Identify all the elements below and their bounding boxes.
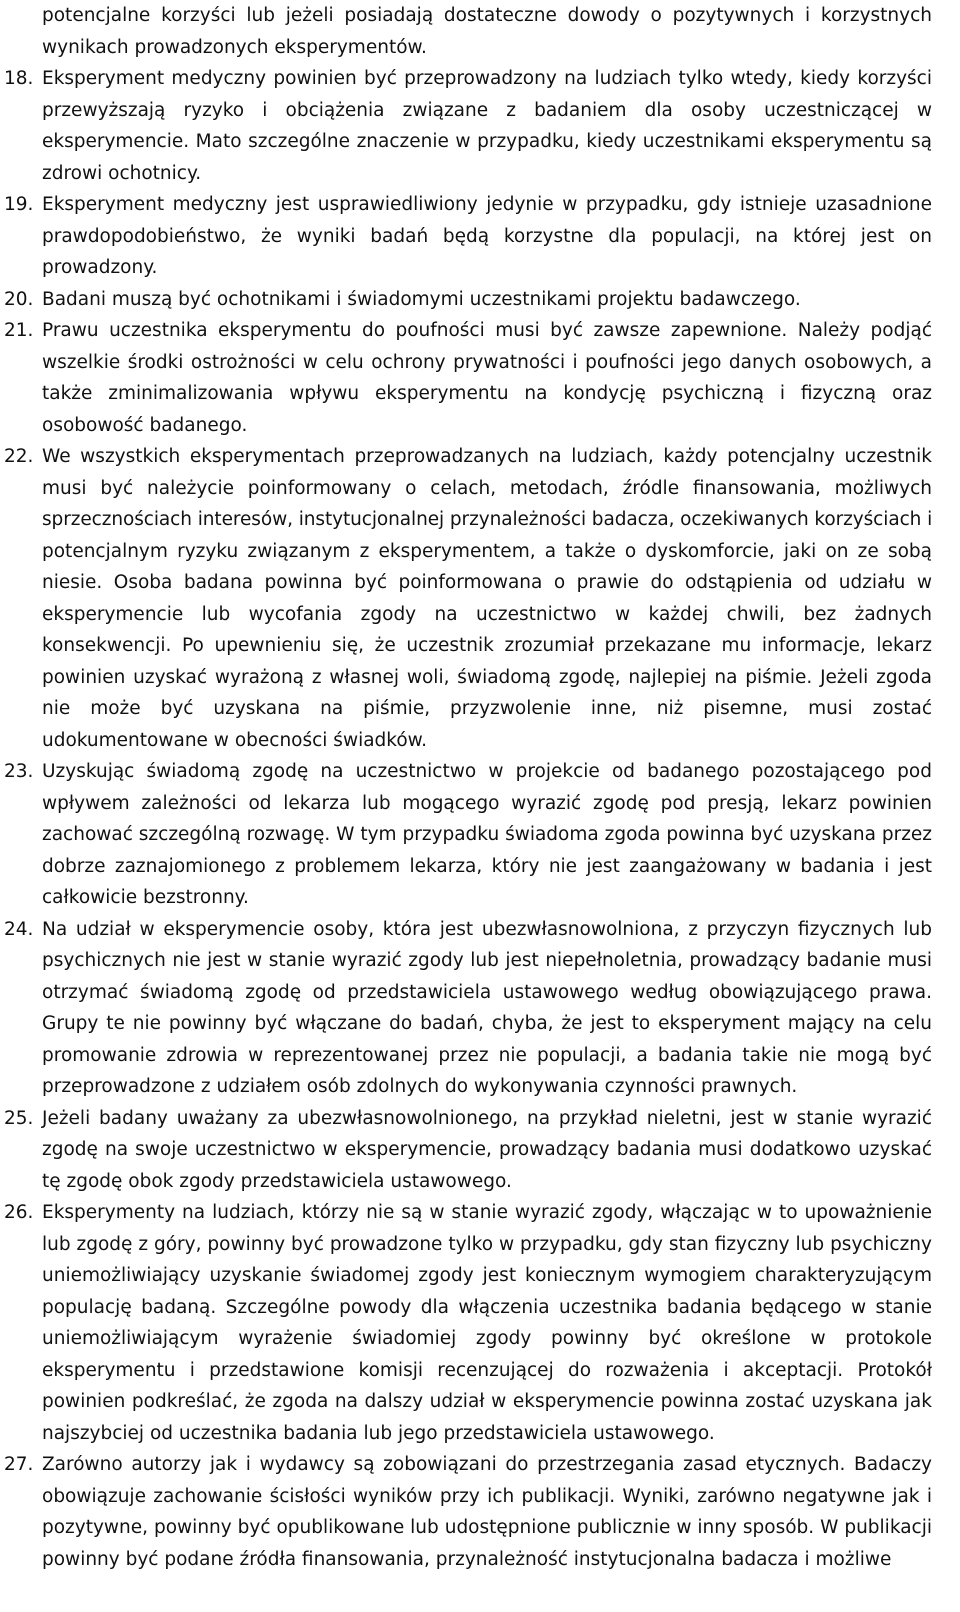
paragraph-number: 27.	[4, 1454, 34, 1475]
paragraph-number: 21.	[4, 320, 34, 341]
paragraph-line: pozytywne, powinny być opublikowane lub udostępnione publicznie w inny sposób. W publikacji	[42, 1517, 932, 1538]
paragraph-line: przeprowadzone z udziałem osób zdolnych do wykonywania czynności prawnych.	[42, 1076, 798, 1097]
paragraph-line: eksperymencie lub wycofania zgody na uczestnictwo w każdej chwili, bez żadnych	[42, 603, 932, 625]
paragraph-line: także zminimalizowania wpływu eksperymentu na kondycję psychiczną i fizyczną oraz	[42, 383, 932, 404]
paragraph-line: populację badaną. Szczególne powody dla włączenia uczestnika badania będącego w stanie	[42, 1296, 932, 1318]
paragraph-line: otrzymać świadomą zgodę od przedstawiciela ustawowego według obowiązującego prawa.	[42, 981, 932, 1003]
paragraph-line: niesie. Osoba badana powinna być poinformowana o prawie do odstąpienia od udziału w	[42, 572, 932, 593]
paragraph-line: potencjalne korzyści lub jeżeli posiadają dostateczne dowody o pozytywnych i korzystnych	[42, 5, 932, 26]
paragraph-line: najszybciej od uczestnika badania lub jego przedstawiciela ustawowego.	[42, 1422, 715, 1444]
paragraph-line: Na udział w eksperymencie osoby, która jest ubezwłasnowolniona, z przyczyn fizycznych lub	[42, 918, 932, 940]
paragraph-line: powinien podkreślać, że zgoda na dalszy udział w eksperymencie powinna zostać uzyskana jak	[42, 1391, 932, 1412]
paragraph-line: wpływem zależności od lekarza lub mogącego wyrazić zgodę pod presją, lekarz powinien	[42, 792, 932, 814]
paragraph-line: psychicznych nie jest w stanie wyrazić zgody lub jest niepełnoletnia, prowadzący badanie musi	[42, 950, 932, 971]
paragraph-line: sprzecznościach interesów, instytucjonalnej przynależności badacza, oczekiwanych korzyściach i	[42, 509, 933, 530]
paragraph-line: We wszystkich eksperymentach przeprowadzanych na ludziach, każdy potencjalny uczestnik	[42, 446, 932, 467]
paragraph-line: prowadzony.	[42, 257, 158, 278]
paragraph-line: całkowicie bezstronny.	[42, 887, 249, 908]
paragraph-line: Eksperymenty na ludziach, którzy nie są w stanie wyrazić zgody, włączając w to upoważnienie	[42, 1202, 932, 1223]
paragraph-line: udokumentowane w obecności świadków.	[42, 729, 427, 751]
paragraph-line: zdrowi ochotnicy.	[42, 162, 202, 184]
paragraph-line: Eksperyment medyczny powinien być przeprowadzony na ludziach tylko wtedy, kiedy korzyści	[42, 68, 932, 89]
paragraph-line: potencjalnym ryzyku związanym z eksperymentem, a także o dyskomforcie, jaki on ze sobą	[42, 540, 932, 562]
paragraph-line: promowanie zdrowia w reprezentowanej przez nie populacji, a badania takie nie mogą być	[42, 1044, 932, 1066]
paragraph-line: musi być należycie poinformowany o celach, metodach, źródle finansowania, możliwych	[42, 477, 932, 499]
paragraph-number: 23.	[4, 761, 34, 782]
paragraph-line: dobrze zaznajomionego z problemem lekarza, który nie jest zaangażowany w badania i jest	[42, 855, 932, 877]
paragraph-line: Grupy te nie powinny być włączane do badań, chyba, że jest to eksperyment mający na celu	[42, 1013, 932, 1034]
paragraph-line: lub zgodę z góry, powinny być prowadzone tylko w przypadku, gdy stan fizyczny lub psychiczny	[42, 1233, 932, 1255]
paragraph-line: Zarówno autorzy jak i wydawcy są zobowiązani do przestrzegania zasad etycznych. Badaczy	[42, 1454, 932, 1475]
paragraph-line: Uzyskując świadomą zgodę na uczestnictwo w projekcie od badanego pozostającego pod	[42, 761, 932, 782]
paragraph-line: Badani muszą być ochotnikami i świadomymi uczestnikami projektu badawczego.	[42, 288, 801, 310]
paragraph-line: tę zgodę obok zgody przedstawiciela ustawowego.	[42, 1170, 512, 1192]
paragraph-number: 20.	[4, 288, 34, 310]
paragraph-line: osobowość badanego.	[42, 414, 248, 436]
paragraph-number: 24.	[4, 918, 34, 940]
paragraph-line: powinny być podane źródła finansowania, przynależność instytucjonalna badacza i możliwe	[42, 1548, 892, 1570]
paragraph-line: powinien uzyskać wyrażoną z własnej woli, świadomą zgodę, najlepiej na piśmie. Jeżeli zgoda	[42, 666, 932, 688]
paragraph-line: konsekwencji. Po upewnieniu się, że uczestnik zrozumiał przekazane mu informacje, lekarz	[42, 635, 932, 656]
paragraph-line: prawdopodobieństwo, że wyniki badań będą korzystne dla populacji, na której jest on	[42, 225, 932, 247]
paragraph-line: zachować szczególną rozwagę. W tym przypadku świadoma zgoda powinna być uzyskana przez	[42, 824, 932, 845]
paragraph-line: Eksperyment medyczny jest usprawiedliwiony jedynie w przypadku, gdy istnieje uzasadnione	[42, 194, 932, 215]
paragraph-line: obowiązuje zachowanie ścisłości wyników przy ich publikacji. Wyniki, zarówno negatywne jak i	[42, 1485, 932, 1507]
paragraph-line: uniemożliwiający uzyskanie świadomej zgody jest koniecznym wymogiem charakteryzującym	[42, 1265, 932, 1286]
paragraph-number: 26.	[4, 1202, 34, 1223]
paragraph-line: nie może być uzyskana na piśmie, przyzwolenie inne, niż pisemne, musi zostać	[42, 698, 932, 719]
paragraph-number: 18.	[4, 68, 34, 89]
paragraph-line: przewyższają ryzyko i obciążenia związane z badaniem dla osoby uczestniczącej w	[42, 99, 932, 121]
paragraph-number: 19.	[4, 194, 34, 215]
paragraph-line: eksperymentu i przedstawione komisji recenzującej do rozważenia i akceptacji. Protokół	[42, 1359, 932, 1381]
paragraph-line: eksperymencie. Mato szczególne znaczenie w przypadku, kiedy uczestnikami eksperymentu są	[42, 131, 932, 152]
paragraph-line: uniemożliwiającym wyrażenie świadomiej zgody powinny być określone w protokole	[42, 1328, 932, 1349]
paragraph-line: wszelkie środki ostrożności w celu ochrony prywatności i poufności jego danych osobowych, a	[42, 351, 932, 373]
paragraph-number: 22.	[4, 446, 34, 467]
paragraph-line: Prawu uczestnika eksperymentu do poufności musi być zawsze zapewnione. Należy podjąć	[42, 320, 932, 341]
paragraph-line: zgodę na swoje uczestnictwo w eksperymencie, prowadzący badania musi dodatkowo uzyskać	[42, 1139, 932, 1160]
paragraph-line: Jeżeli badany uważany za ubezwłasnowolnionego, na przykład nieletni, jest w stanie wyrazić	[42, 1107, 932, 1129]
paragraph-number: 25.	[4, 1107, 34, 1129]
paragraph-line: wynikach prowadzonych eksperymentów.	[42, 36, 427, 58]
